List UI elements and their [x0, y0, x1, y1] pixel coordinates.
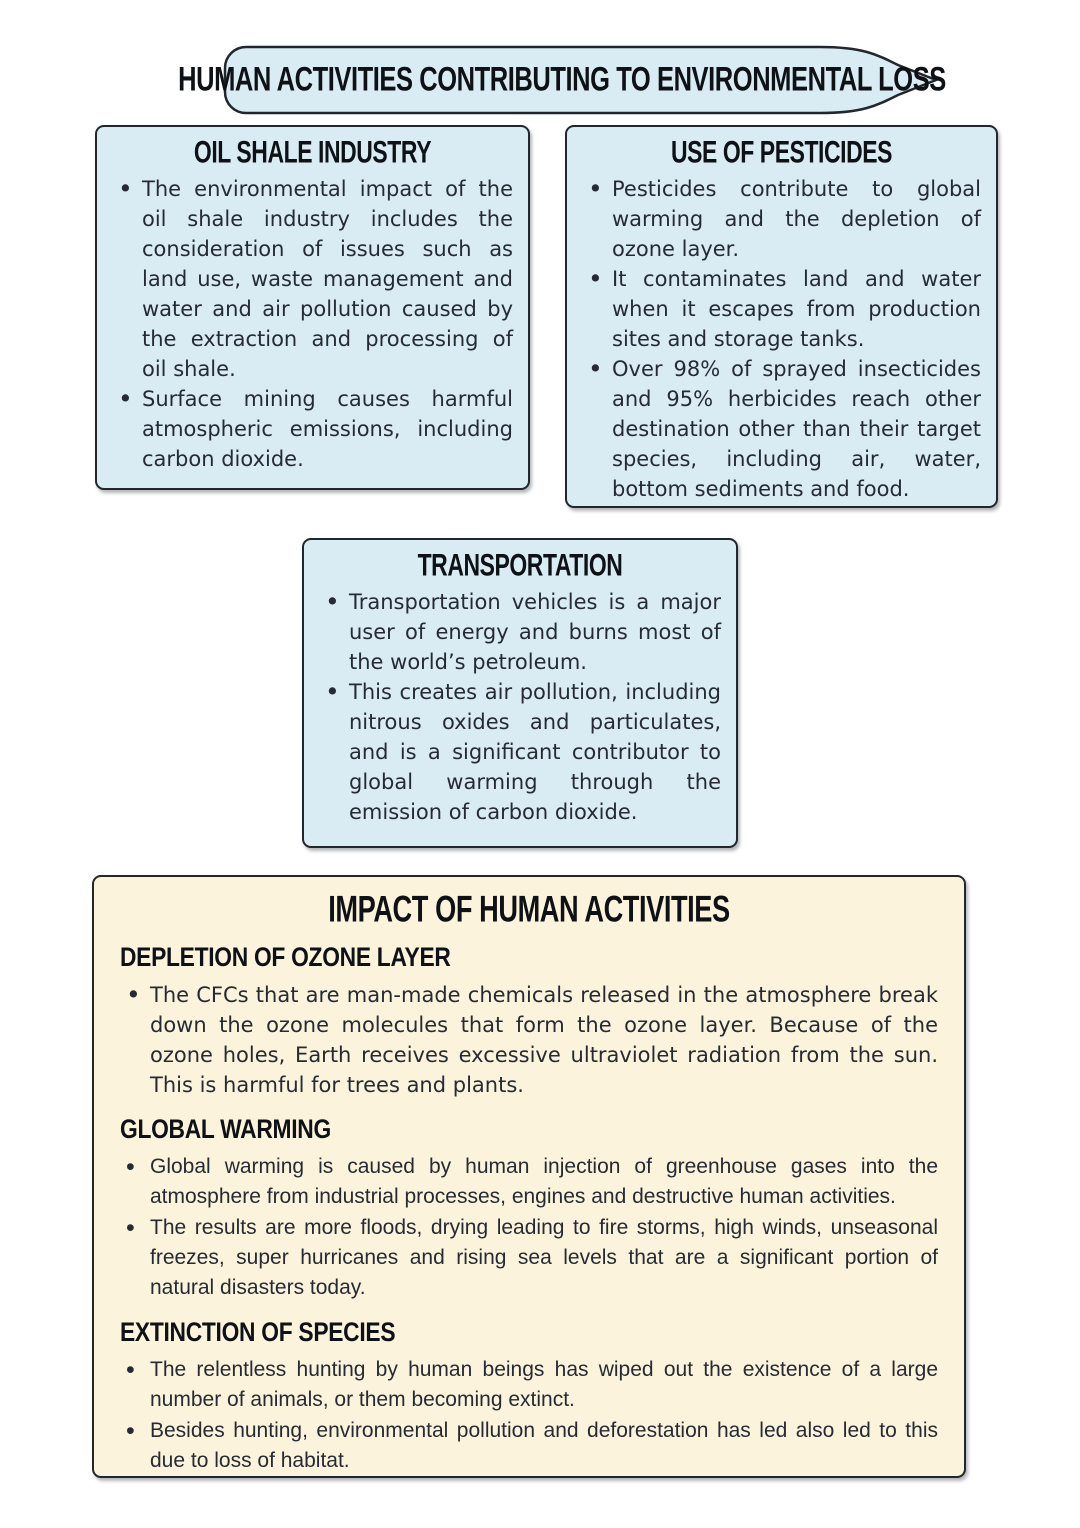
bullet-icon: • — [118, 384, 133, 413]
card-title-transportation: TRANSPORTATION — [417, 547, 623, 583]
list-item — [120, 1416, 938, 1476]
list-item — [120, 980, 938, 1100]
list-item — [582, 354, 981, 504]
bullet-text: This creates air pollution, including nitrous oxides and particulates, and is a significant contributor to global warming through the emission of carbon dioxide. — [349, 680, 721, 824]
bullet-text: Transportation vehicles is a major user of energy and burns most of the world’s petroleum. — [349, 590, 721, 674]
list-item — [112, 174, 513, 384]
list-item — [319, 677, 721, 827]
bullet-text: The CFCs that are man-made chemicals released in the atmosphere break down the ozone molecules that form the ozone layer. Because of the ozone holes, Earth receives excessive ultraviolet radiation from the sun. This is harmful for trees and plants. — [150, 983, 938, 1097]
bullet-icon: • — [126, 1153, 135, 1181]
bullet-icon: • — [118, 174, 133, 203]
bullet-icon: • — [588, 264, 603, 293]
card-transportation — [302, 538, 738, 848]
bullet-text: Besides hunting, environmental pollution and deforestation has led also led to this due to loss of habitat. — [150, 1419, 938, 1472]
bullet-icon: • — [325, 587, 340, 616]
section-heading: GLOBAL WARMING — [120, 1114, 331, 1145]
card-title-pesticides: USE OF PESTICIDES — [670, 134, 893, 170]
list-item — [582, 174, 981, 264]
list-item — [120, 1355, 938, 1415]
section-global-warming — [120, 1116, 938, 1303]
bullet-icon: • — [126, 1214, 135, 1242]
card-title-oil-shale: OIL SHALE INDUSTRY — [193, 134, 432, 170]
page-title: HUMAN ACTIVITIES CONTRIBUTING TO ENVIRONMENTAL LOSS — [178, 60, 946, 99]
bullet-text: Over 98% of sprayed insecticides and 95% herbicides reach other destination other than their target species, including air, water, bottom sediments and food. — [612, 357, 981, 501]
bullet-icon: • — [126, 980, 141, 1009]
bullet-text: Global warming is caused by human injection of greenhouse gases into the atmosphere from industrial processes, engines and destructive human activities. — [150, 1155, 938, 1208]
bullet-text: Surface mining causes harmful atmospheric emissions, including carbon dioxide. — [142, 387, 513, 471]
bullet-icon: • — [588, 174, 603, 203]
list-item — [120, 1152, 938, 1212]
section-heading: DEPLETION OF OZONE LAYER — [120, 942, 451, 973]
bullet-icon: • — [126, 1417, 135, 1445]
card-impact-of-human-activities — [92, 875, 966, 1478]
section-heading: EXTINCTION OF SPECIES — [120, 1317, 396, 1348]
impact-title: IMPACT OF HUMAN ACTIVITIES — [328, 888, 730, 930]
card-use-of-pesticides — [565, 125, 998, 508]
bullet-text: The relentless hunting by human beings has wiped out the existence of a large number of animals, or them becoming extinct. — [150, 1358, 938, 1411]
list-item — [112, 384, 513, 474]
bullet-text: The results are more floods, drying leading to fire storms, high winds, unseasonal freezes, super hurricanes and rising sea levels that are a significant portion of natural disasters today. — [150, 1216, 938, 1299]
list-item — [582, 264, 981, 354]
bullet-icon: • — [126, 1356, 135, 1384]
bullet-icon: • — [588, 354, 603, 383]
card-oil-shale-industry — [95, 125, 530, 490]
list-item — [120, 1213, 938, 1303]
bullet-text: It contaminates land and water when it escapes from production sites and storage tanks. — [612, 267, 981, 351]
bullet-icon: • — [325, 677, 340, 706]
list-item — [319, 587, 721, 677]
bullet-text: The environmental impact of the oil shale industry includes the consideration of issues such as land use, waste management and water and air pollution caused by the extraction and processing of oil shale. — [142, 177, 513, 381]
title-banner — [178, 44, 946, 116]
section-depletion-of-ozone-layer — [120, 944, 938, 1100]
bullet-text: Pesticides contribute to global warming and the depletion of ozone layer. — [612, 177, 981, 261]
section-extinction-of-species — [120, 1319, 938, 1476]
